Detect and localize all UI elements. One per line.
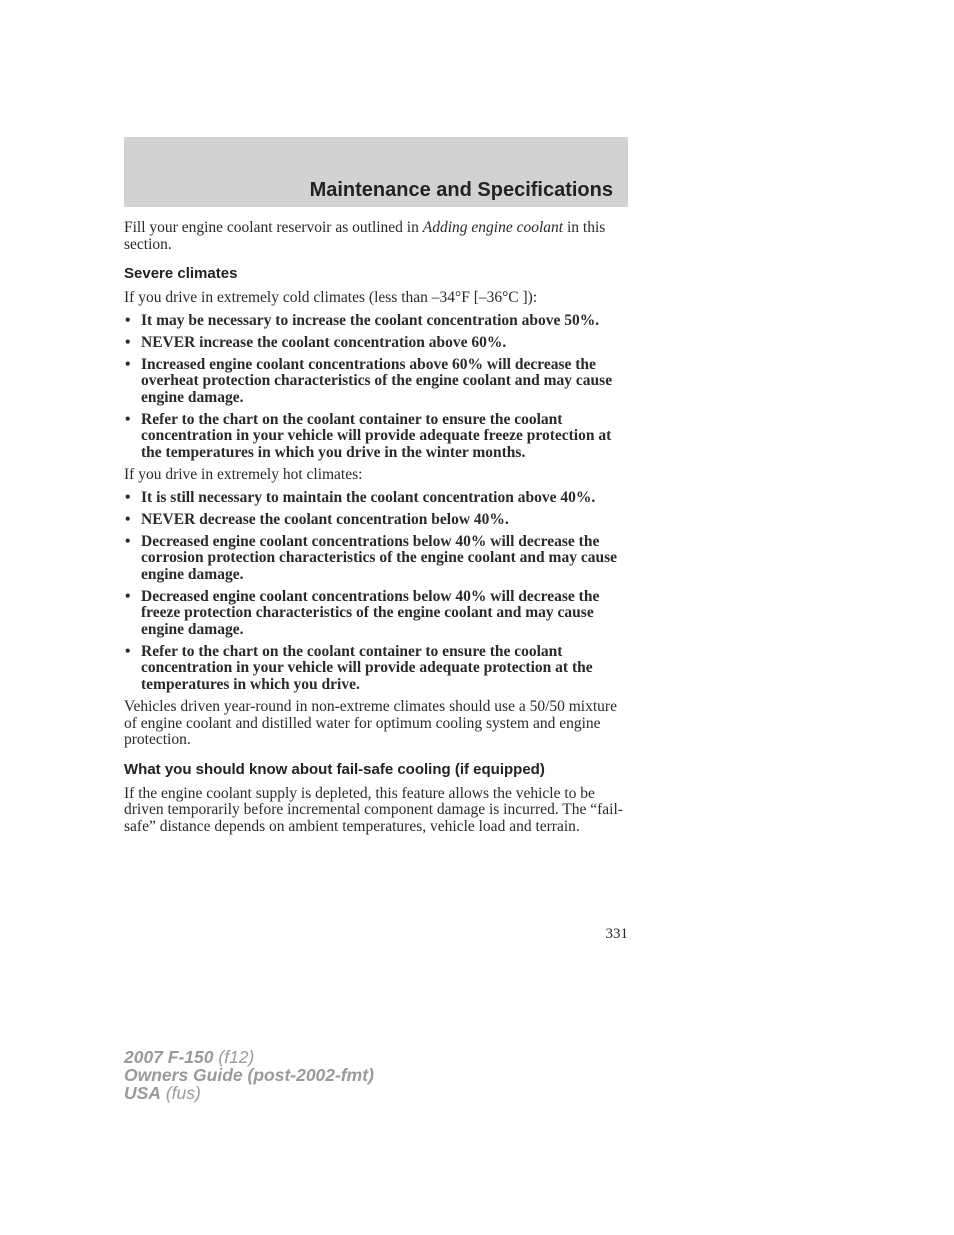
intro-text: Fill your engine coolant reservoir as outlined in [124,219,423,236]
footer-line-model: 2007 F-150 (f12) [124,1047,255,1067]
footer-line-guide: Owners Guide (post-2002-fmt) [124,1065,374,1085]
bullet-icon: • [125,510,131,528]
bullet-icon: • [125,355,131,373]
list-item: • It is still necessary to maintain the coolant concentration above 40%. [125,488,596,506]
hot-climate-list [124,490,630,694]
cold-climate-list [124,313,630,462]
page-content [124,220,630,841]
bullet-icon: • [125,333,131,351]
intro-paragraph [124,220,630,253]
section-title: Maintenance and Specifications [309,179,613,201]
fail-safe-heading: What you should know about fail-safe cooling (if equipped) [124,760,545,778]
page-number: 331 [605,926,628,942]
bullet-icon: • [125,311,131,329]
list-item: • NEVER decrease the coolant concentration below 40%. [125,510,509,528]
list-item: • Decreased engine coolant concentrations below 40% will decrease the freeze protection characteristics of the engine coolant and may cause engine damage. [125,587,600,638]
footer-line-market: USA (fus) [124,1083,201,1103]
list-item: • Increased engine coolant concentrations above 60% will decrease the overheat protection characteristics of the engine coolant and may cause engine damage. [125,355,613,406]
document-footer [124,1048,374,1102]
list-item: • Refer to the chart on the coolant container to ensure the coolant concentration in your vehicle will provide adequate freeze protection at the temperatures in which you drive in the winter months. [125,410,612,461]
intro-reference: Adding engine coolant [422,219,564,236]
fail-safe-paragraph: If the engine coolant supply is depleted, this feature allows the vehicle to be driven temporarily before incremental component damage is incurred. The “fail-safe” distance depends on ambient temperatures, vehicle load and terrain. [124,784,623,835]
severe-climates-heading: Severe climates [124,265,238,282]
bullet-icon: • [125,587,131,605]
list-item: • Refer to the chart on the coolant container to ensure the coolant concentration in your vehicle will provide adequate protection at the temperatures in which you drive. [125,642,593,693]
intro-text-end: in this section. [124,219,606,253]
bullet-icon: • [125,488,131,506]
bullet-icon: • [125,532,131,550]
list-item: • Decreased engine coolant concentrations below 40% will decrease the corrosion protection characteristics of the engine coolant and may cause engine damage. [125,532,617,583]
list-item: • NEVER increase the coolant concentration above 60%. [125,333,507,351]
bullet-icon: • [125,642,131,660]
hot-climate-intro: If you drive in extremely hot climates: [124,466,363,483]
cold-climate-intro: If you drive in extremely cold climates (less than –34°F [–36°C ]): [124,289,538,306]
closing-paragraph: Vehicles driven year-round in non-extreme climates should use a 50/50 mixture of engine coolant and distilled water for optimum cooling system and engine protection. [124,698,617,748]
section-header-band [124,137,628,207]
list-item: • It may be necessary to increase the coolant concentration above 50%. [125,311,600,329]
bullet-icon: • [125,410,131,428]
